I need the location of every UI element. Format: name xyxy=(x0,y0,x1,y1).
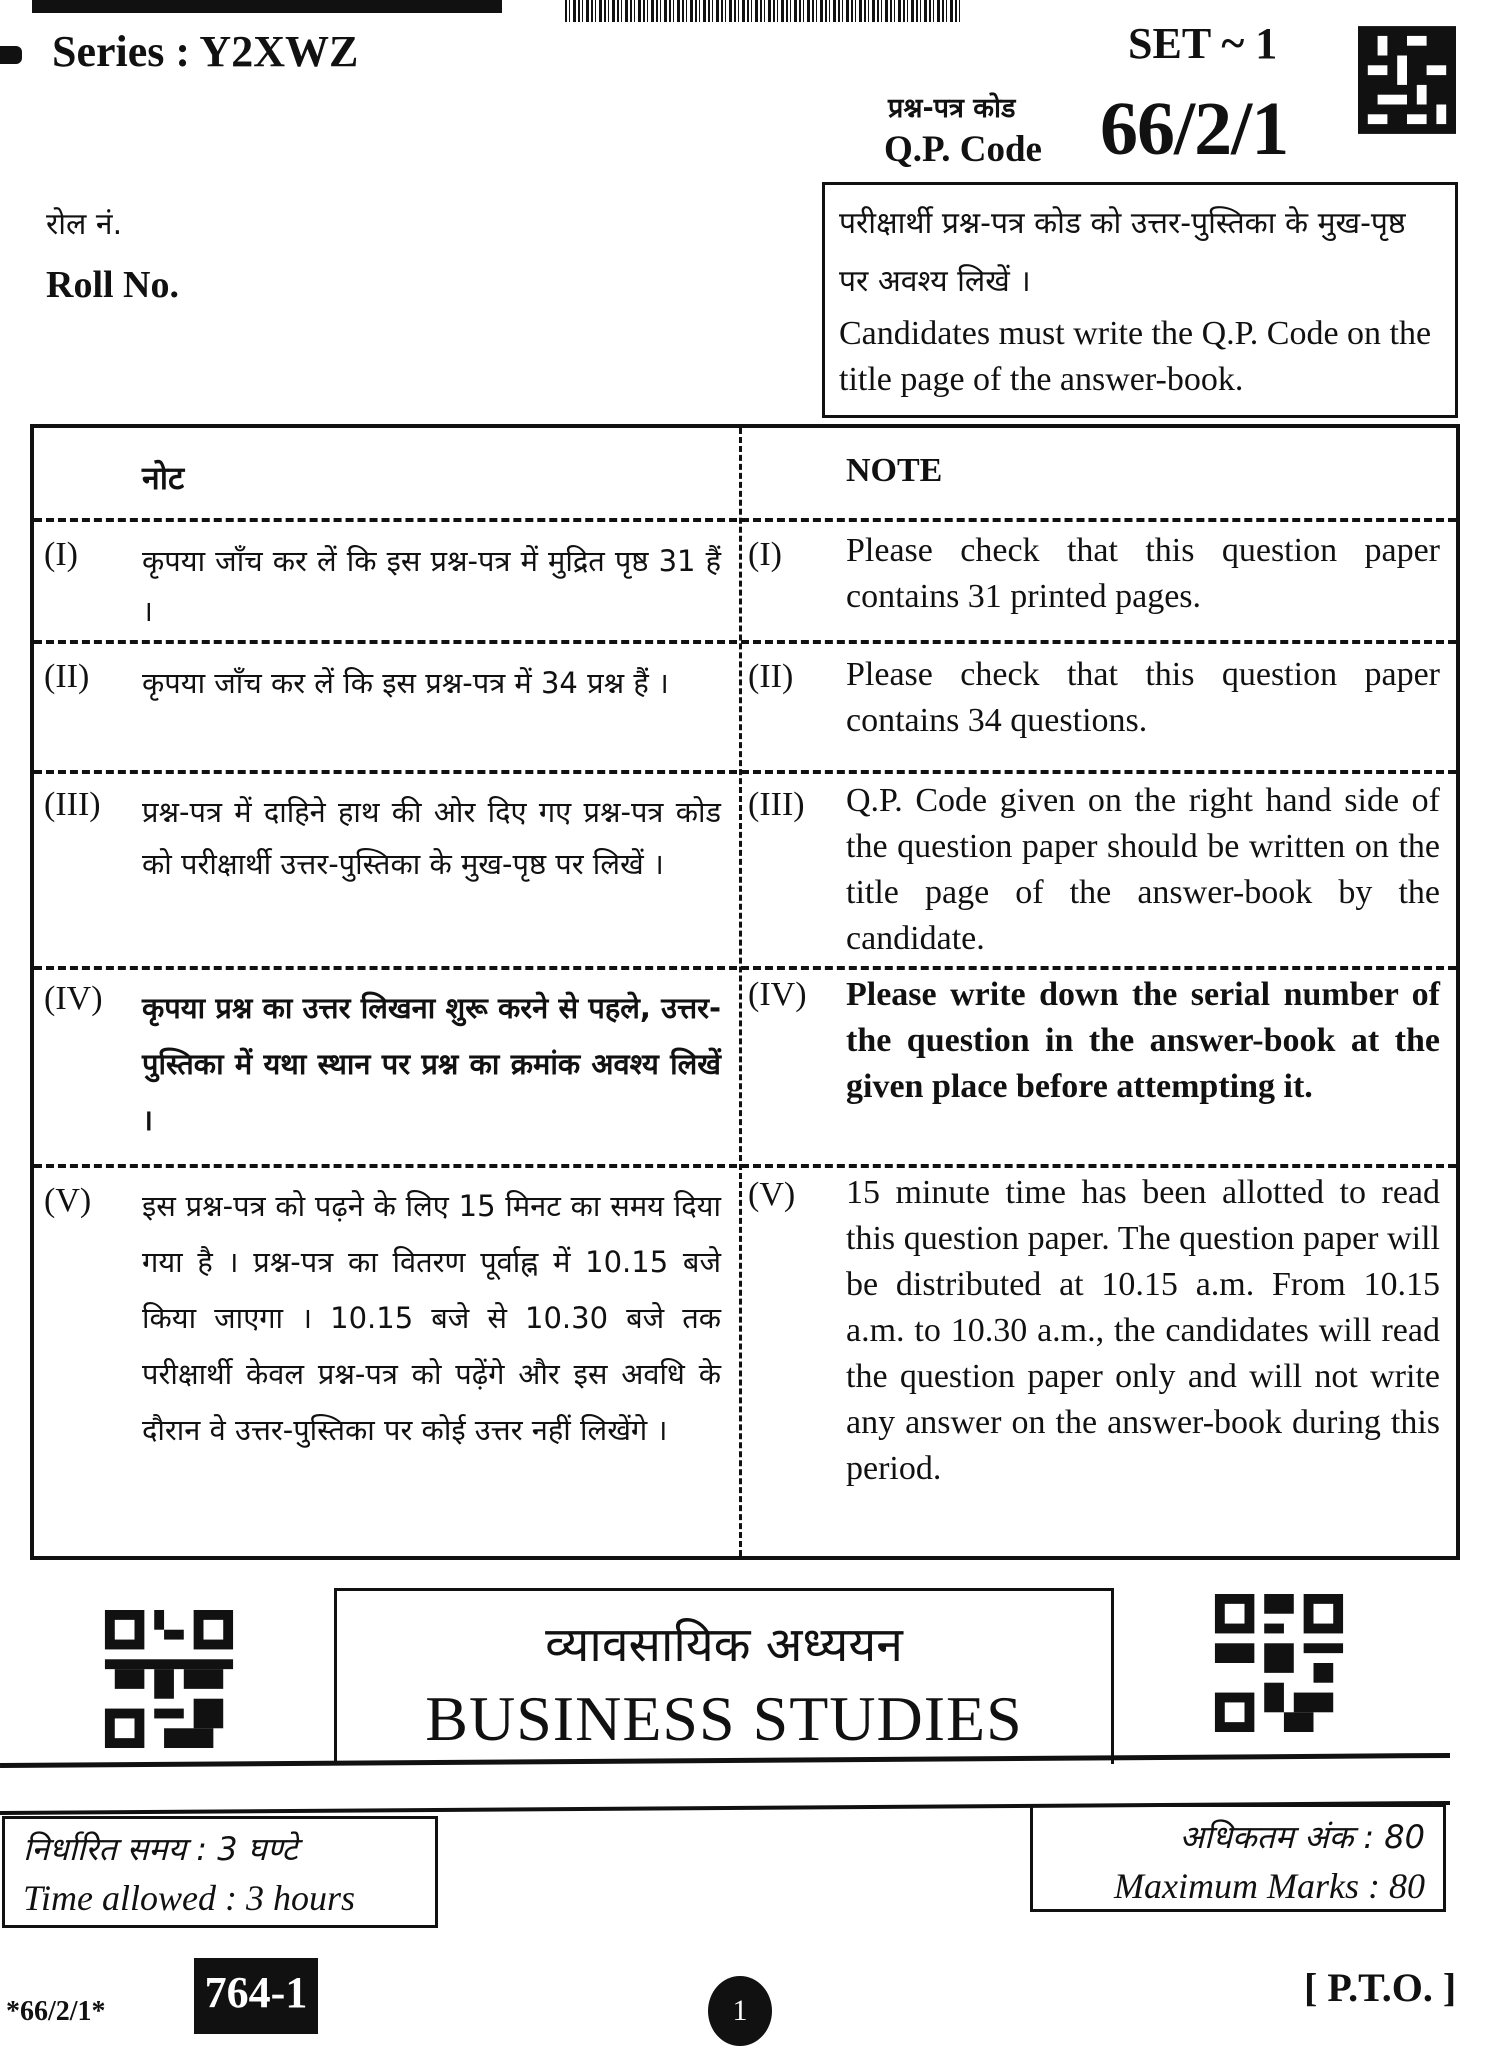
qp-code: 66/2/1 xyxy=(1100,87,1289,171)
maximum-marks-hindi: अधिकतम अंक : 80 xyxy=(1179,1818,1425,1856)
qp-code-label: Q.P. Code xyxy=(884,129,1042,170)
notes-table xyxy=(30,424,1460,1560)
note-text-english: Q.P. Code given on the right hand side of the question paper should be written on the title page of the answer-book by the candidate. xyxy=(846,782,1440,957)
note-number: (III) xyxy=(748,786,805,823)
subject-title: BUSINESS STUDIES xyxy=(425,1683,1023,1754)
note-number: (V) xyxy=(748,1176,796,1213)
qp-code-label-hindi: प्रश्न-पत्र कोड xyxy=(888,93,1016,124)
candidate-notice-box xyxy=(822,182,1458,418)
note-number: (IV) xyxy=(44,980,103,1017)
candidate-notice-english: Candidates must write the Q.P. Code on the title page of the answer-book. xyxy=(839,315,1432,398)
note-number: (IV) xyxy=(748,976,807,1013)
note-text-english: Please write down the serial number of the question in the answer-book at the given place before attempting it. xyxy=(846,976,1440,1105)
barcode xyxy=(565,0,960,22)
note-row xyxy=(34,770,1456,970)
note-number: (I) xyxy=(748,536,782,573)
qr-code-icon xyxy=(1358,26,1456,134)
note-number: (III) xyxy=(44,786,101,823)
note-number: (V) xyxy=(44,1182,92,1219)
series-marker xyxy=(0,46,22,64)
note-row xyxy=(34,640,1456,774)
note-text-hindi: कृपया प्रश्न का उत्तर लिखना शुरू करने से पहले, उत्तर-पुस्तिका में यथा स्थान पर प्रश्न का क्रमांक अवश्य लिखें । xyxy=(142,991,721,1137)
time-allowed-box xyxy=(2,1816,438,1928)
footer-code: *66/2/1* xyxy=(6,1996,106,2027)
pto-label: [ P.T.O. ] xyxy=(1304,1965,1457,2010)
note-text-hindi: कृपया जाँच कर लें कि इस प्रश्न-पत्र में 34 प्रश्न हैं । xyxy=(142,666,669,700)
note-row xyxy=(34,1164,1456,1564)
top-scan-bar xyxy=(32,0,502,13)
roll-no-label-hindi: रोल नं. xyxy=(46,207,123,242)
notes-heading-hindi: नोट xyxy=(142,459,185,497)
notes-header-row xyxy=(34,428,1456,518)
note-row xyxy=(34,966,1456,1168)
maximum-marks: Maximum Marks : 80 xyxy=(1114,1866,1425,1906)
time-allowed: Time allowed : 3 hours xyxy=(23,1878,356,1918)
note-text-english: Please check that this question paper contains 34 questions. xyxy=(846,656,1440,739)
note-number: (II) xyxy=(748,658,794,695)
note-text-hindi: प्रश्न-पत्र में दाहिने हाथ की ओर दिए गए प्रश्न-पत्र कोड को परीक्षार्थी उत्तर-पुस्तिका के मुख-पृष्ठ पर लिखें । xyxy=(142,795,721,881)
footer-badge: 764-1 xyxy=(194,1958,318,2034)
set-label: SET ~ 1 xyxy=(1128,19,1278,68)
note-text-hindi: इस प्रश्न-पत्र को पढ़ने के लिए 15 मिनट का समय दिया गया है । प्रश्न-पत्र का वितरण पूर्वाह्न में 10.15 बजे किया जाएगा । 10.15 बजे से 10.30 बजे तक परीक्षार्थी केवल प्रश्न-पत्र को पढ़ेंगे और इस अवधि के दौरान वे उत्तर-पुस्तिका पर कोई उत्तर नहीं लिखेंगे । xyxy=(142,1189,721,1447)
note-number: (II) xyxy=(44,658,90,695)
candidate-notice-hindi: परीक्षार्थी प्रश्न-पत्र कोड को उत्तर-पुस्तिका के मुख-पृष्ठ पर अवश्य लिखें । xyxy=(839,206,1406,299)
note-row xyxy=(34,518,1456,644)
note-number: (I) xyxy=(44,536,78,573)
note-text-english: Please check that this question paper contains 31 printed pages. xyxy=(846,532,1440,615)
qr-code-icon xyxy=(1214,1594,1344,1732)
series-label: Series : Y2XWZ xyxy=(52,27,359,76)
subject-title-box xyxy=(334,1588,1114,1764)
page-number: 1 xyxy=(708,1976,772,2046)
note-text-english: 15 minute time has been allotted to read this question paper. The question paper will be distributed at 10.15 a.m. From 10.15 a.m. to 10.30 a.m., the candidates will read the question paper only and will not write any answer on the answer-book during this period. xyxy=(846,1174,1440,1487)
roll-no-label: Roll No. xyxy=(46,264,179,306)
qr-code-icon xyxy=(104,1610,234,1748)
note-text-hindi: कृपया जाँच कर लें कि इस प्रश्न-पत्र में मुद्रित पृष्ठ 31 हैं । xyxy=(142,544,721,628)
time-allowed-hindi: निर्धारित समय : 3 घण्टे xyxy=(23,1830,298,1868)
maximum-marks-box xyxy=(1030,1804,1446,1912)
notes-heading-english: NOTE xyxy=(846,452,943,489)
subject-title-hindi: व्यावसायिक अध्ययन xyxy=(545,1617,903,1673)
